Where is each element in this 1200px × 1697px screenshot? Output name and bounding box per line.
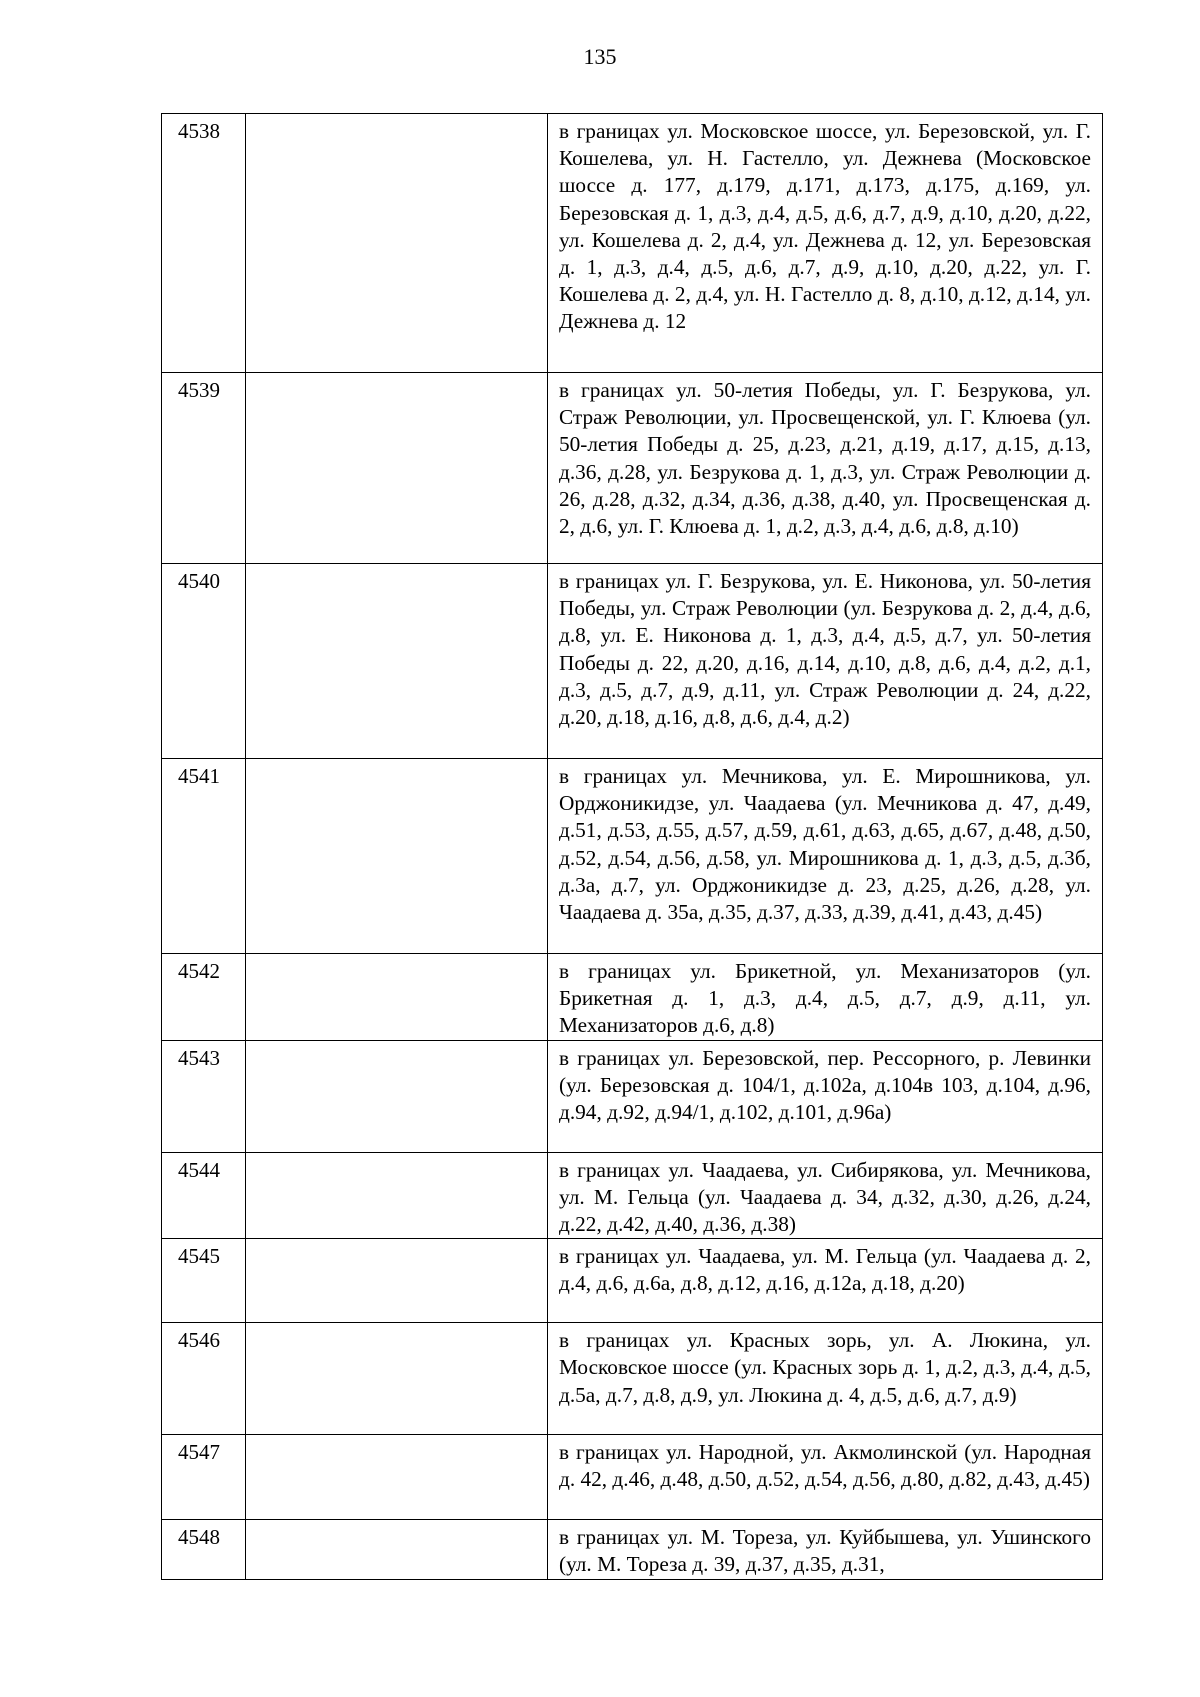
station-number: 4543: [162, 1040, 246, 1152]
station-name-cell: [246, 1239, 548, 1323]
station-name-cell: [246, 114, 548, 373]
table-row: [162, 759, 1103, 954]
station-boundaries: в границах ул. Народной, ул. Акмолинской (ул. Народная д. 42, д.46, д.48, д.50, д.52, д.54, д.56, д.80, д.82, д.43, д.45): [548, 1435, 1103, 1520]
station-name-cell: [246, 954, 548, 1041]
table-row: [162, 954, 1103, 1041]
table-row: [162, 1323, 1103, 1435]
station-name-cell: [246, 1040, 548, 1152]
station-number: 4548: [162, 1520, 246, 1579]
station-boundaries: в границах ул. Мечникова, ул. Е. Мирошникова, ул. Орджоникидзе, ул. Чаадаева (ул. Мечникова д. 47, д.49, д.51, д.53, д.55, д.57, д.59, д.61, д.63, д.65, д.67, д.48, д.50, д.52, д.54, д.56, д.58, ул. Мирошникова д. 1, д.3, д.5, д.3б, д.3а, д.7, ул. Орджоникидзе д. 23, д.25, д.26, д.28, ул. Чаадаева д. 35а, д.35, д.37, д.33, д.39, д.41, д.43, д.45): [548, 759, 1103, 954]
station-boundaries: в границах ул. Чаадаева, ул. Сибирякова, ул. Мечникова, ул. М. Гельца (ул. Чаадаева д. 34, д.32, д.30, д.26, д.24, д.22, д.42, д.40, д.36, д.38): [548, 1152, 1103, 1239]
station-boundaries: в границах ул. 50-летия Победы, ул. Г. Безрукова, ул. Страж Революции, ул. Просвещенской, ул. Г. Клюева (ул. 50-летия Победы д. 25, д.23, д.21, д.19, д.17, д.15, д.13, д.36, д.28, ул. Безрукова д. 1, д.3, ул. Страж Революции д. 26, д.28, д.32, д.34, д.36, д.38, д.40, ул. Просвещенская д. 2, д.6, ул. Г. Клюева д. 1, д.2, д.3, д.4, д.6, д.8, д.10): [548, 373, 1103, 564]
station-name-cell: [246, 1152, 548, 1239]
station-name-cell: [246, 373, 548, 564]
table-row: [162, 1040, 1103, 1152]
station-number: 4542: [162, 954, 246, 1041]
station-number: 4538: [162, 114, 246, 373]
station-number: 4544: [162, 1152, 246, 1239]
table-row: [162, 1152, 1103, 1239]
table-row: [162, 1435, 1103, 1520]
station-name-cell: [246, 1520, 548, 1579]
station-number: 4540: [162, 564, 246, 759]
station-boundaries: в границах ул. Чаадаева, ул. М. Гельца (ул. Чаадаева д. 2, д.4, д.6, д.6а, д.8, д.12, д.16, д.12а, д.18, д.20): [548, 1239, 1103, 1323]
table-row: [162, 564, 1103, 759]
station-number: 4547: [162, 1435, 246, 1520]
station-number: 4541: [162, 759, 246, 954]
page-number: 135: [583, 44, 617, 69]
station-number: 4546: [162, 1323, 246, 1435]
station-name-cell: [246, 1323, 548, 1435]
station-boundaries: в границах ул. М. Тореза, ул. Куйбышева, ул. Ушинского (ул. М. Тореза д. 39, д.37, д.35, д.31,: [548, 1520, 1103, 1579]
station-number: 4545: [162, 1239, 246, 1323]
station-boundaries: в границах ул. Г. Безрукова, ул. Е. Никонова, ул. 50-летия Победы, ул. Страж Революции (ул. Безрукова д. 2, д.4, д.6, д.8, ул. Е. Никонова д. 1, д.3, д.4, д.5, д.7, ул. 50-летия Победы д. 22, д.20, д.16, д.14, д.10, д.8, д.6, д.4, д.2, д.1, д.3, д.5, д.7, д.9, д.11, ул. Страж Революции д. 24, д.22, д.20, д.18, д.16, д.8, д.6, д.4, д.2): [548, 564, 1103, 759]
station-boundaries: в границах ул. Красных зорь, ул. А. Люкина, ул. Московское шоссе (ул. Красных зорь д. 1, д.2, д.3, д.4, д.5, д.5а, д.7, д.8, д.9, ул. Люкина д. 4, д.5, д.6, д.7, д.9): [548, 1323, 1103, 1435]
table-row: [162, 1520, 1103, 1579]
station-boundaries: в границах ул. Березовской, пер. Рессорного, р. Левинки (ул. Березовская д. 104/1, д.102а, д.104в 103, д.104, д.96, д.94, д.92, д.94/1, д.102, д.101, д.96а): [548, 1040, 1103, 1152]
station-boundaries: в границах ул. Московское шоссе, ул. Березовской, ул. Г. Кошелева, ул. Н. Гастелло, ул. Дежнева (Московское шоссе д. 177, д.179, д.171, д.173, д.175, д.169, ул. Березовская д. 1, д.3, д.4, д.5, д.6, д.7, д.9, д.10, д.20, д.22, ул. Кошелева д. 2, д.4, ул. Дежнева д. 12, ул. Березовская д. 1, д.3, д.4, д.5, д.6, д.7, д.9, д.10, д.20, д.22, ул. Г. Кошелева д. 2, д.4, ул. Н. Гастелло д. 8, д.10, д.12, д.14, ул. Дежнева д. 12: [548, 114, 1103, 373]
station-name-cell: [246, 759, 548, 954]
station-boundaries: в границах ул. Брикетной, ул. Механизаторов (ул. Брикетная д. 1, д.3, д.4, д.5, д.7, д.9, д.11, ул. Механизаторов д.6, д.8): [548, 954, 1103, 1041]
polling-station-table: [161, 113, 1103, 1580]
station-name-cell: [246, 1435, 548, 1520]
table-row: [162, 373, 1103, 564]
station-number: 4539: [162, 373, 246, 564]
table-row: [162, 1239, 1103, 1323]
table-row: [162, 114, 1103, 373]
station-name-cell: [246, 564, 548, 759]
